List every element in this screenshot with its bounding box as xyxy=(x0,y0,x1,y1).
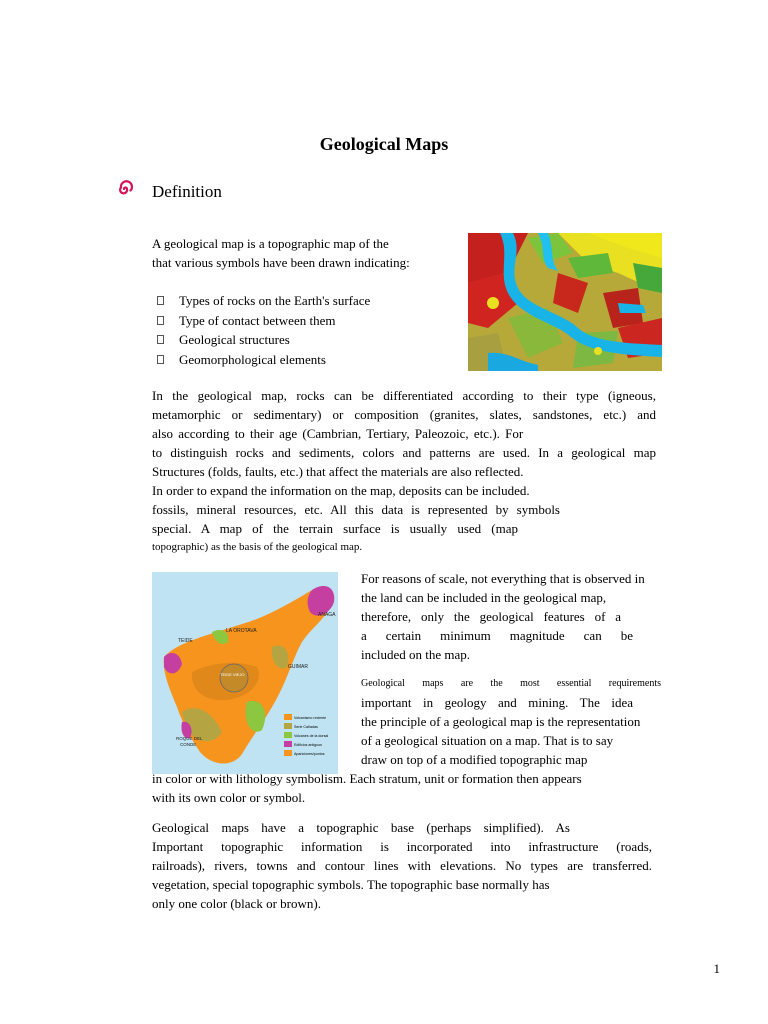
text-line: topographic) as the basis of the geological map. xyxy=(152,541,363,553)
intro-text xyxy=(152,234,452,272)
text-line: to distinguish rocks and sediments, colors and patterns are used. In a geological map xyxy=(152,445,656,460)
page-number: 1 xyxy=(713,961,720,976)
map-label: GUIMAR xyxy=(288,664,308,670)
text-line: In the geological map, rocks can be differentiated according to their type (igneous, xyxy=(152,388,656,403)
paragraph-2 xyxy=(361,569,649,664)
text-line: a certain minimum magnitude can be xyxy=(361,628,633,643)
svg-text:Edificios antiguos: Edificios antiguos xyxy=(294,743,322,747)
text-line: In order to expand the information on the map, deposits can be included. xyxy=(152,483,530,498)
intro-line: that various symbols have been drawn indicating: xyxy=(152,255,410,270)
island-map-image xyxy=(152,572,338,774)
paragraph-3 xyxy=(361,674,661,769)
map-label: CONDE xyxy=(180,742,197,747)
list-item: Geological structures xyxy=(152,330,452,350)
paragraph-3-cont xyxy=(152,769,652,807)
text-line: Geological maps have a topographic base (perhaps simplified). As xyxy=(152,820,570,835)
text-line: metamorphic or sedimentary) or composition (granites, slates, sandstones, etc.) and xyxy=(152,407,656,422)
text-line: draw on top of a modified topographic map xyxy=(361,752,588,767)
text-line: in color or with lithology symbolism. Each stratum, unit or formation then appears xyxy=(152,771,582,786)
map-label: TEIDE VIEJO xyxy=(220,672,245,677)
bullet-box-icon xyxy=(157,335,164,344)
geological-map-image xyxy=(468,233,662,371)
bullet-box-icon xyxy=(157,296,164,305)
list-item: Type of contact between them xyxy=(152,311,452,331)
svg-text:Volcanismo reciente: Volcanismo reciente xyxy=(294,716,327,720)
map-label: ANAGA xyxy=(318,612,336,618)
text-line: vegetation, special topographic symbols. The topographic base normally has xyxy=(152,877,550,892)
text-line: important in geology and mining. The idea xyxy=(361,695,633,710)
page-title: Geological Maps xyxy=(319,134,449,154)
text-line: with its own color or symbol. xyxy=(152,790,306,805)
spiral-icon xyxy=(116,180,134,198)
text-line: included on the map. xyxy=(361,647,471,662)
feature-list xyxy=(152,291,452,369)
text-line: Structures (folds, faults, etc.) that affect the materials are also reflected. xyxy=(152,464,524,479)
paragraph-4 xyxy=(152,818,652,913)
list-item: Types of rocks on the Earth's surface xyxy=(152,291,452,311)
text-line: also according to their age (Cambrian, Tertiary, Paleozoic, etc.). For xyxy=(152,426,524,441)
text-line: railroads), rivers, towns and contour lines with elevations. No types are transferred. xyxy=(152,858,652,873)
list-item: Geomorphological elements xyxy=(152,350,452,370)
paragraph-1 xyxy=(152,386,656,557)
text-line: the land can be included in the geological map, xyxy=(361,590,607,605)
bullet-box-icon xyxy=(157,355,164,364)
text-line: the principle of a geological map is the representation xyxy=(361,714,641,729)
map-label: LA OROTAVA xyxy=(226,628,257,634)
section-heading: Definition xyxy=(152,182,222,201)
svg-text:Serie Cañadas: Serie Cañadas xyxy=(294,725,318,729)
bullet-box-icon xyxy=(157,316,164,325)
intro-line: A geological map is a topographic map of the xyxy=(152,236,389,251)
text-line: fossils, mineral resources, etc. All this data is represented by symbols xyxy=(152,502,560,517)
text-line: of a geological situation on a map. That is to say xyxy=(361,733,614,748)
text-line: special. A map of the terrain surface is usually used (map xyxy=(152,521,518,536)
text-line: Important topographic information is incorporated into infrastructure (roads, xyxy=(152,839,652,854)
map-label: ROQUE DEL xyxy=(176,736,203,741)
text-line: only one color (black or brown). xyxy=(152,896,321,911)
text-line: Geological maps are the most essential requirements xyxy=(361,678,661,689)
text-line: For reasons of scale, not everything that is observed in xyxy=(361,571,645,586)
map-label: TEIDE xyxy=(178,638,193,644)
svg-text:Volcanes de la dorsal: Volcanes de la dorsal xyxy=(294,734,329,738)
svg-text:Apariciones/puntos: Apariciones/puntos xyxy=(294,752,325,756)
text-line: therefore, only the geological features of a xyxy=(361,609,621,624)
